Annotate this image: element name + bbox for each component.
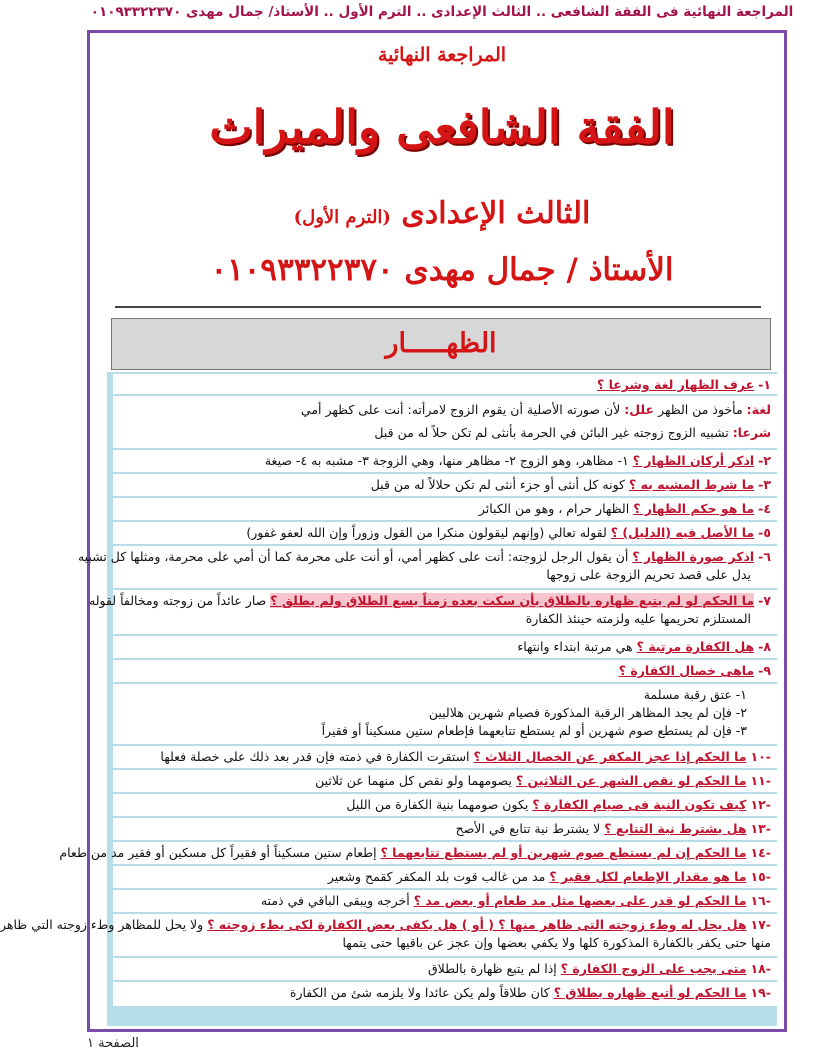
review-heading: المراجعة النهائية (377, 44, 507, 66)
question-row-9 (113, 660, 777, 682)
answer-text: صار عائداً من زوجته ومخالفاً لقوله (89, 593, 267, 608)
subject-title: الفقة الشافعى والميراث (209, 100, 675, 154)
answer-continuation: يدل على قصد تحريم الزوجة على زوجها (546, 567, 751, 582)
question-text: هل يشترط نية التتابع ؟ (604, 821, 747, 836)
question-number: ٤- (758, 501, 771, 516)
question-text: ما الحكم لو لم يتبع ظهاره بالطلاق بأن سكت بعده زمناً يسع الطلاق ولم يطلق ؟ (270, 593, 755, 608)
reason-label: علل: (624, 402, 655, 417)
definition-legal (119, 421, 771, 444)
question-text: هل يحل له وطء زوجته التى ظاهر منها ؟ ( أو ) هل يكفى بعض الكفارة لكى يطء زوجته ؟ (207, 917, 747, 932)
top-banner: المراجعة النهائية فى الفقة الشافعى .. الثالث الإعدادى .. الترم الأول .. الأستاذ/ جمال مهدى ٠١٠٩٣٣٢٢٣٧٠ (90, 4, 794, 20)
question-row-6 (77, 546, 777, 588)
grade-text: الثالث الإعدادى (401, 196, 591, 231)
question-text: كيف تكون النية فى صيام الكفارة ؟ (532, 797, 747, 812)
answer-text: كونه كل أنثى أو جزء أنثى لم تكن حلالاً له من قبل (370, 477, 625, 492)
question-text: ما الحكم لو قدر على بعضها مثل مد طعام أو بعض مد ؟ (413, 893, 747, 908)
teacher-heading: الأستاذ / جمال مهدى ٠١٠٩٣٣٢٢٣٧٠ (210, 252, 674, 288)
qa-column (0, 372, 777, 1026)
question-text: اذكر أركان الظهار ؟ (632, 453, 755, 468)
question-number: ٩- (758, 663, 771, 678)
question-row-1 (113, 374, 777, 394)
question-text: اذكر صورة الظهار ؟ (632, 549, 755, 564)
question-row-18 (113, 958, 777, 980)
question-text: هل الكفارة مرتبة ؟ (636, 639, 755, 654)
question-number: ٢- (758, 453, 771, 468)
question-number: ٦- (758, 549, 771, 564)
linguistic-label: لغة: (746, 402, 771, 417)
grade-heading (67, 196, 817, 231)
question-number: -١٧ (750, 917, 771, 932)
question-number: -١٨ (750, 961, 771, 976)
legal-text: تشبيه الزوج زوجته غير البائن في الحرمة بأنثى لم تكن حلاً له من قبل (374, 425, 729, 440)
question-number: ٨- (758, 639, 771, 654)
definition-row (113, 396, 777, 448)
expiation-item-2: ٢- فإن لم يجد المظاهر الرقبة المذكورة فصيام شهرين هلاليين (428, 705, 747, 720)
question-number: ٥- (758, 525, 771, 540)
question-number: -١٠ (750, 749, 771, 764)
answer-continuation: المستلزم تحريمها عليه ولزمته حينئذ الكفارة (525, 611, 751, 626)
question-number: ٧- (758, 593, 771, 608)
answer-text: يصومهما ولو نقص كل منهما عن ثلاثين (315, 773, 512, 788)
question-row-5 (113, 522, 777, 544)
expiation-item-3: ٣- فإن لم يستطع صوم شهرين أو لم يستطع تتابعهما فإطعام ستين مسكيناً أو فقيراً (321, 723, 747, 738)
answer-text: يكون صومهما بنية الكفارة من الليل (346, 797, 529, 812)
question-row-14 (59, 842, 777, 864)
question-text: عرف الظهار لغة وشرعا ؟ (596, 377, 755, 392)
question-line (0, 916, 771, 934)
question-text: ماهى خصال الكفارة ؟ (618, 663, 755, 678)
question-row-15 (113, 866, 777, 888)
expiation-list (113, 684, 777, 744)
question-row-10 (113, 746, 777, 768)
answer-text: استقرت الكفارة في ذمته فإن قدر بعد ذلك على خصلة فعلها (160, 749, 470, 764)
question-number: ١- (758, 377, 771, 392)
question-number: -١٩ (750, 985, 771, 1000)
question-row-2 (113, 450, 777, 472)
question-row-19 (113, 982, 777, 1006)
answer-text: أخرجه ويبقى الباقي في ذمته (260, 893, 410, 908)
question-row-13 (113, 818, 777, 840)
question-number: -١٢ (750, 797, 771, 812)
answer-text: كان طلاقاً ولم يكن عائدا ولا يلزمه شئ من الكفارة (289, 985, 550, 1000)
answer-text: هي مرتبة ابتداء وانتهاء (517, 639, 633, 654)
expiation-item-1: ١- عتق رقبة مسلمة (643, 687, 747, 702)
question-row-7 (89, 590, 777, 634)
definition-linguistic (119, 398, 771, 421)
question-line (89, 592, 771, 610)
question-text: متى يجب على الزوج الكفارة ؟ (560, 961, 747, 976)
question-row-12 (113, 794, 777, 816)
question-row-8 (113, 636, 777, 658)
question-text: ما الحكم لو نقص الشهر عن الثلاثين ؟ (515, 773, 747, 788)
answer-text: ١- مظاهر، وهو الزوج ٢- مظاهر منها، وهي الزوجة ٣- مشبه به ٤- صيغة (264, 453, 629, 468)
question-text: ما الحكم لو أتبع ظهاره بطلاق ؟ (553, 985, 747, 1000)
question-number: -١٣ (750, 821, 771, 836)
answer-text: ولا يحل للمظاهر وطء زوجته التي ظاهر (0, 917, 204, 932)
question-row-16 (113, 890, 777, 912)
answer-text: لا يشترط نية تتابع في الأصح (455, 821, 601, 836)
question-text: ما هو حكم الظهار ؟ (633, 501, 755, 516)
answer-text: إذا لم يتبع ظهارة بالطلاق (427, 961, 557, 976)
question-number: -١٥ (750, 869, 771, 884)
question-row-3 (113, 474, 777, 496)
question-text: ما الحكم إن لم يستطع صوم شهرين أو لم يستطع تتابعهما ؟ (380, 845, 747, 860)
linguistic-text: مأخوذ من الظهر (658, 402, 743, 417)
separator-line (115, 306, 761, 308)
answer-continuation: منها حتى يكفر بالكفارة المذكورة كلها ولا يكفي بعضها وإن عجز عن باقيها حتى يتمها (342, 935, 771, 950)
question-row-11 (113, 770, 777, 792)
section-title: الظهـــــار (111, 318, 771, 370)
term-text: (الترم الأول) (293, 207, 391, 228)
page-number: الصفحة ١ (87, 1036, 139, 1051)
question-number: -١١ (750, 773, 771, 788)
question-number: ٣- (758, 477, 771, 492)
answer-text: مد من غالب قوت بلد المكفر كقمح وشعير (327, 869, 546, 884)
question-text: ما شرط المشبه به ؟ (628, 477, 755, 492)
reason-text: لأن صورته الأصلية أن يقوم الزوج لامرأته: أنت على كظهر أمي (300, 402, 621, 417)
question-number: -١٦ (750, 893, 771, 908)
legal-label: شرعا: (732, 425, 771, 440)
answer-text: لقوله تعالي (وإنهم ليقولون منكرا من القول وزوراً وإن الله لعفو غفور) (246, 525, 607, 540)
question-text: ما هو مقدار الإطعام لكل فقير ؟ (549, 869, 747, 884)
answer-text: الظهار حرام ، وهو من الكبائر (478, 501, 630, 516)
question-row-4 (113, 498, 777, 520)
question-text: ما الأصل فيه (الدليل) ؟ (610, 525, 755, 540)
question-number: -١٤ (750, 845, 771, 860)
answer-text: إطعام ستين مسكيناً أو فقيراً كل مسكين أو فقير مد من طعام (59, 845, 377, 860)
answer-text: أن يقول الرجل لزوجته: أنت على كظهر أمي، أو أنت على محرمة كما أن أمي على محرمة، ومثلها كل تشبيه (77, 549, 629, 564)
question-text: ما الحكم إذا عجز المكفر عن الخصال الثلاث ؟ (473, 749, 747, 764)
question-row-17 (0, 914, 777, 956)
question-line (77, 548, 771, 566)
